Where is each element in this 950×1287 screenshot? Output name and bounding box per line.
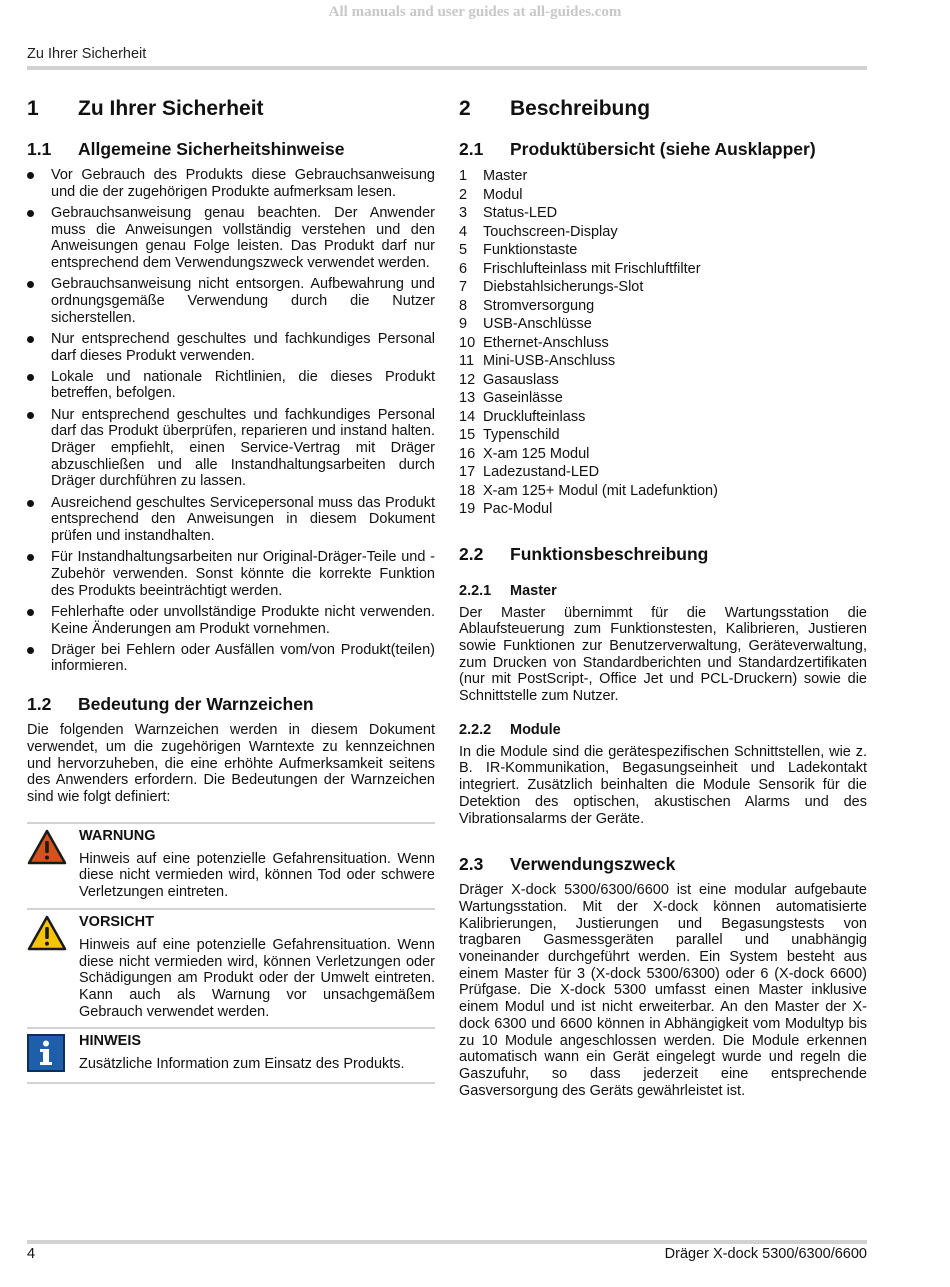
item-number: 11 bbox=[459, 353, 475, 369]
list-item-text: Ausreichend geschultes Servicepersonal muss das Produkt entsprechend den Anweisungen in diesem Dokument prüfen und instandhalten. bbox=[51, 494, 435, 545]
section-number: 1 bbox=[27, 97, 39, 120]
list-item bbox=[459, 223, 867, 242]
section-number: 2 bbox=[459, 97, 471, 120]
item-number: 18 bbox=[459, 482, 476, 499]
section-title: Master bbox=[510, 582, 557, 599]
item-label: Touchscreen-Display bbox=[483, 223, 618, 240]
item-number: 15 bbox=[459, 427, 476, 443]
list-item-text: Für Instandhaltungsarbeiten nur Original-Dräger-Teile und -Zubehör verwenden. Sonst könnte die korrekte Funktion des Produkts beeinträchtigt werden. bbox=[51, 549, 435, 599]
list-item bbox=[459, 352, 867, 371]
item-label: Funktionstaste bbox=[483, 242, 578, 258]
list-item-text: Lokale und nationale Richtlinien, die dieses Produkt betreffen, befolgen. bbox=[51, 368, 435, 402]
section-title: Funktionsbeschreibung bbox=[510, 543, 709, 564]
section-number: 1.2 bbox=[27, 694, 52, 715]
section-number: 2.2.1 bbox=[459, 582, 492, 599]
caution-triangle-icon bbox=[27, 913, 79, 1023]
section-title: Bedeutung der Warnzeichen bbox=[78, 694, 314, 715]
item-label: Modul bbox=[483, 186, 523, 203]
section-2-3-heading bbox=[459, 853, 867, 875]
signal-row-hinweis bbox=[27, 1029, 435, 1084]
signal-title: HINWEIS bbox=[79, 1033, 142, 1050]
item-number: 14 bbox=[459, 408, 476, 425]
bullet-icon bbox=[27, 642, 51, 675]
list-item bbox=[459, 389, 867, 408]
item-label: Pac-Modul bbox=[483, 501, 553, 517]
item-label: Diebstahlsicherungs-Slot bbox=[483, 279, 644, 295]
safety-bullet-list bbox=[27, 167, 435, 675]
item-label: Mini-USB-Anschluss bbox=[483, 353, 616, 369]
list-item-text: Vor Gebrauch des Produkts diese Gebrauchsanweisung und die der zugehörigen Produkte aufmerksam lesen. bbox=[51, 167, 435, 200]
list-item bbox=[27, 276, 435, 326]
section-1-2-heading bbox=[27, 693, 435, 715]
signal-row-vorsicht bbox=[27, 910, 435, 1030]
signal-word-table bbox=[27, 822, 435, 1085]
list-item bbox=[459, 445, 867, 464]
section-number: 2.1 bbox=[459, 139, 484, 159]
list-item bbox=[459, 315, 867, 334]
list-item-text: Fehlerhafte oder unvollständige Produkte nicht verwenden. Keine Änderungen am Produkt vornehmen. bbox=[51, 603, 435, 637]
section-2-2-heading bbox=[459, 543, 867, 565]
right-column bbox=[459, 96, 867, 1099]
list-item-text: Gebrauchsanweisung genau beachten. Der Anwender muss die Anweisungen vollständig verstehen und den Anweisungen genau Folge leisten. Das Produkt darf nur entsprechend dem Verwendungszweck verwendet werden. bbox=[51, 204, 435, 272]
list-item bbox=[459, 297, 867, 316]
item-number: 17 bbox=[459, 464, 476, 480]
section-title: Module bbox=[510, 721, 561, 738]
info-icon bbox=[27, 1032, 79, 1077]
item-label: USB-Anschlüsse bbox=[483, 316, 592, 332]
bullet-icon bbox=[27, 167, 51, 200]
item-label: Gasauslass bbox=[483, 371, 559, 388]
bullet-icon bbox=[27, 604, 51, 637]
item-label: Typenschild bbox=[483, 427, 560, 443]
signal-title: VORSICHT bbox=[79, 913, 154, 930]
warning-triangle-icon bbox=[27, 827, 79, 903]
list-item-text: Nur entsprechend geschultes und fachkundiges Personal darf das Produkt überprüfen, reparieren und instand halten. Dräger empfiehlt, einen Service-Vertrag mit Dräger abzuschließen und alle Instandhaltungsarbeiten durch Dräger durchführen zu lassen. bbox=[51, 406, 435, 490]
footer-rule bbox=[27, 1240, 867, 1244]
section-1-1-heading bbox=[27, 138, 435, 160]
list-item bbox=[459, 371, 867, 390]
item-number: 10 bbox=[459, 334, 476, 351]
item-number: 5 bbox=[459, 242, 468, 258]
signal-text: Hinweis auf eine potenzielle Gefahrensituation. Wenn diese nicht vermieden wird, können Verletzungen oder Schädigungen am Produkt oder der Umwelt eintreten. Kann auch als Warnung vor unsachgemäßem Gebrauch verwendet werden. bbox=[79, 936, 435, 1020]
item-number: 9 bbox=[459, 316, 468, 332]
item-label: Drucklufteinlass bbox=[483, 408, 586, 425]
item-number: 19 bbox=[459, 501, 476, 517]
list-item bbox=[459, 260, 867, 279]
list-item bbox=[459, 463, 867, 482]
list-item bbox=[459, 204, 867, 223]
list-item bbox=[27, 369, 435, 402]
page-number: 4 bbox=[27, 1246, 36, 1262]
section-title: Allgemeine Sicherheitshinweise bbox=[78, 139, 345, 159]
list-item bbox=[459, 334, 867, 353]
section-2-1-heading bbox=[459, 138, 867, 160]
section-title: Zu Ihrer Sicherheit bbox=[78, 97, 264, 120]
left-column bbox=[27, 96, 435, 1084]
section-2-2-2-heading bbox=[459, 721, 867, 740]
running-head: Zu Ihrer Sicherheit bbox=[27, 46, 147, 62]
list-item bbox=[459, 167, 867, 186]
item-label: Ethernet-Anschluss bbox=[483, 334, 609, 351]
item-label: Master bbox=[483, 168, 528, 184]
section-number: 2.2 bbox=[459, 543, 484, 564]
list-item bbox=[27, 205, 435, 272]
watermark: All manuals and user guides at all-guides.com bbox=[328, 4, 622, 20]
item-label: Stromversorgung bbox=[483, 297, 595, 314]
section-number: 2.3 bbox=[459, 854, 484, 875]
item-number: 16 bbox=[459, 445, 476, 462]
item-number: 1 bbox=[459, 168, 468, 184]
section-number: 2.2.2 bbox=[459, 721, 492, 738]
signal-row-warnung bbox=[27, 824, 435, 910]
bullet-icon bbox=[27, 549, 51, 599]
master-paragraph: Der Master übernimmt für die Wartungsstation die Ablaufsteuerung zum Funktionstesten, Kalibrieren, Justieren sowie Funktionen zur Benutzerverwaltung, Geräteverwaltung, zum Drucken von Standardberichten und Standardzertifikaten (nur mit PostScript-, Office Jet und PCL-Druckern) sowie die Schnittstelle zum Nutzer. bbox=[459, 604, 867, 705]
intended-use-paragraph: Dräger X-dock 5300/6300/6600 ist eine modular aufgebaute Wartungsstation. Mit der X-dock können automatisierte Kalibrierungen, Justierungen und Begasungstests von tragbaren Gasmessgeräten parallel und unabhängig voneinander durchgeführt werden. Ein System besteht aus einem Master für 3 (X-dock 5300/6300) oder 6 (X-dock 6600) Prüfgase. Die X-dock 5300 umfasst einen Master inklusive einem Modul und ist nicht erweiterbar. An den Master der X-dock 6300 und 6600 können in Abhängigkeit vom Modultyp bis zu 10 Module angeschlossen werden. Die Module erkennen automatisch wann ein Gerät eingelegt wurde und regeln die Gaszufuhr, so dass jederzeit eine entsprechende Gasversorgung des Geräts gewährleistet ist. bbox=[459, 882, 867, 1099]
item-label: X-am 125 Modul bbox=[483, 445, 590, 462]
list-item bbox=[27, 604, 435, 637]
list-item bbox=[27, 549, 435, 599]
item-number: 12 bbox=[459, 371, 476, 388]
section-title: Beschreibung bbox=[510, 97, 651, 120]
list-item bbox=[27, 407, 435, 491]
bullet-icon bbox=[27, 205, 51, 272]
bullet-icon bbox=[27, 495, 51, 545]
bullet-icon bbox=[27, 407, 51, 491]
section-number: 1.1 bbox=[27, 139, 52, 159]
signal-text: Hinweis auf eine potenzielle Gefahrensituation. Wenn diese nicht vermieden wird, können Tod oder schwere Verletzungen eintreten. bbox=[79, 850, 435, 901]
item-number: 8 bbox=[459, 297, 468, 314]
item-number: 3 bbox=[459, 205, 468, 221]
product-overview-list bbox=[459, 167, 867, 519]
list-item bbox=[459, 408, 867, 427]
section-title: Produktübersicht (siehe Ausklapper) bbox=[510, 139, 816, 159]
header-rule bbox=[27, 66, 867, 70]
list-item bbox=[27, 642, 435, 675]
bullet-icon bbox=[27, 369, 51, 402]
list-item bbox=[27, 167, 435, 200]
module-paragraph: In die Module sind die gerätespezifischen Schnittstellen, wie z. B. IR-Kommunikation, Begasungseinheit und Ladekontakt integriert. Zusätzlich beinhalten die Module Sensorik für die Detektion des optischen, akustischen Alarms und des Vibrationsalarms der Geräte. bbox=[459, 743, 867, 827]
bullet-icon bbox=[27, 276, 51, 326]
item-number: 7 bbox=[459, 279, 468, 295]
section-title: Verwendungszweck bbox=[510, 854, 676, 875]
item-label: Ladezustand-LED bbox=[483, 464, 600, 480]
item-number: 6 bbox=[459, 260, 468, 277]
item-label: Gaseinlässe bbox=[483, 390, 563, 406]
item-label: Frischlufteinlass mit Frischluftfilter bbox=[483, 260, 701, 277]
list-item bbox=[459, 278, 867, 297]
list-item bbox=[27, 331, 435, 364]
list-item bbox=[459, 482, 867, 501]
signal-title: WARNUNG bbox=[79, 827, 156, 844]
bullet-icon bbox=[27, 331, 51, 364]
list-item-text: Gebrauchsanweisung nicht entsorgen. Aufbewahrung und ordnungsgemäße Verwendung durch die Nutzer sicherstellen. bbox=[51, 276, 435, 326]
item-number: 4 bbox=[459, 223, 468, 240]
item-number: 2 bbox=[459, 186, 468, 203]
list-item-text: Nur entsprechend geschultes und fachkundiges Personal darf dieses Produkt verwenden. bbox=[51, 330, 435, 364]
list-item bbox=[27, 495, 435, 545]
list-item-text: Dräger bei Fehlern oder Ausfällen vom/von Produkt(teilen) informieren. bbox=[51, 641, 435, 675]
list-item bbox=[459, 186, 867, 205]
section-2-heading bbox=[459, 96, 867, 122]
section-2-2-1-heading bbox=[459, 582, 867, 601]
list-item bbox=[459, 500, 867, 519]
list-item bbox=[459, 426, 867, 445]
warning-intro-paragraph: Die folgenden Warnzeichen werden in diesem Dokument verwendet, um die zugehörigen Warntexte zu kennzeichnen und hervorzuheben, die eine erhöhte Aufmerksamkeit seitens des Anwenders erfordern. Die Bedeutungen der Warnzeichen sind wie folgt definiert: bbox=[27, 722, 435, 805]
section-1-heading bbox=[27, 96, 435, 122]
list-item bbox=[459, 241, 867, 260]
footer-product-name: Dräger X-dock 5300/6300/6600 bbox=[664, 1246, 867, 1262]
item-label: X-am 125+ Modul (mit Ladefunktion) bbox=[483, 482, 718, 499]
item-label: Status-LED bbox=[483, 205, 558, 221]
signal-text: Zusätzliche Information zum Einsatz des Produkts. bbox=[79, 1056, 405, 1073]
item-number: 13 bbox=[459, 390, 476, 406]
